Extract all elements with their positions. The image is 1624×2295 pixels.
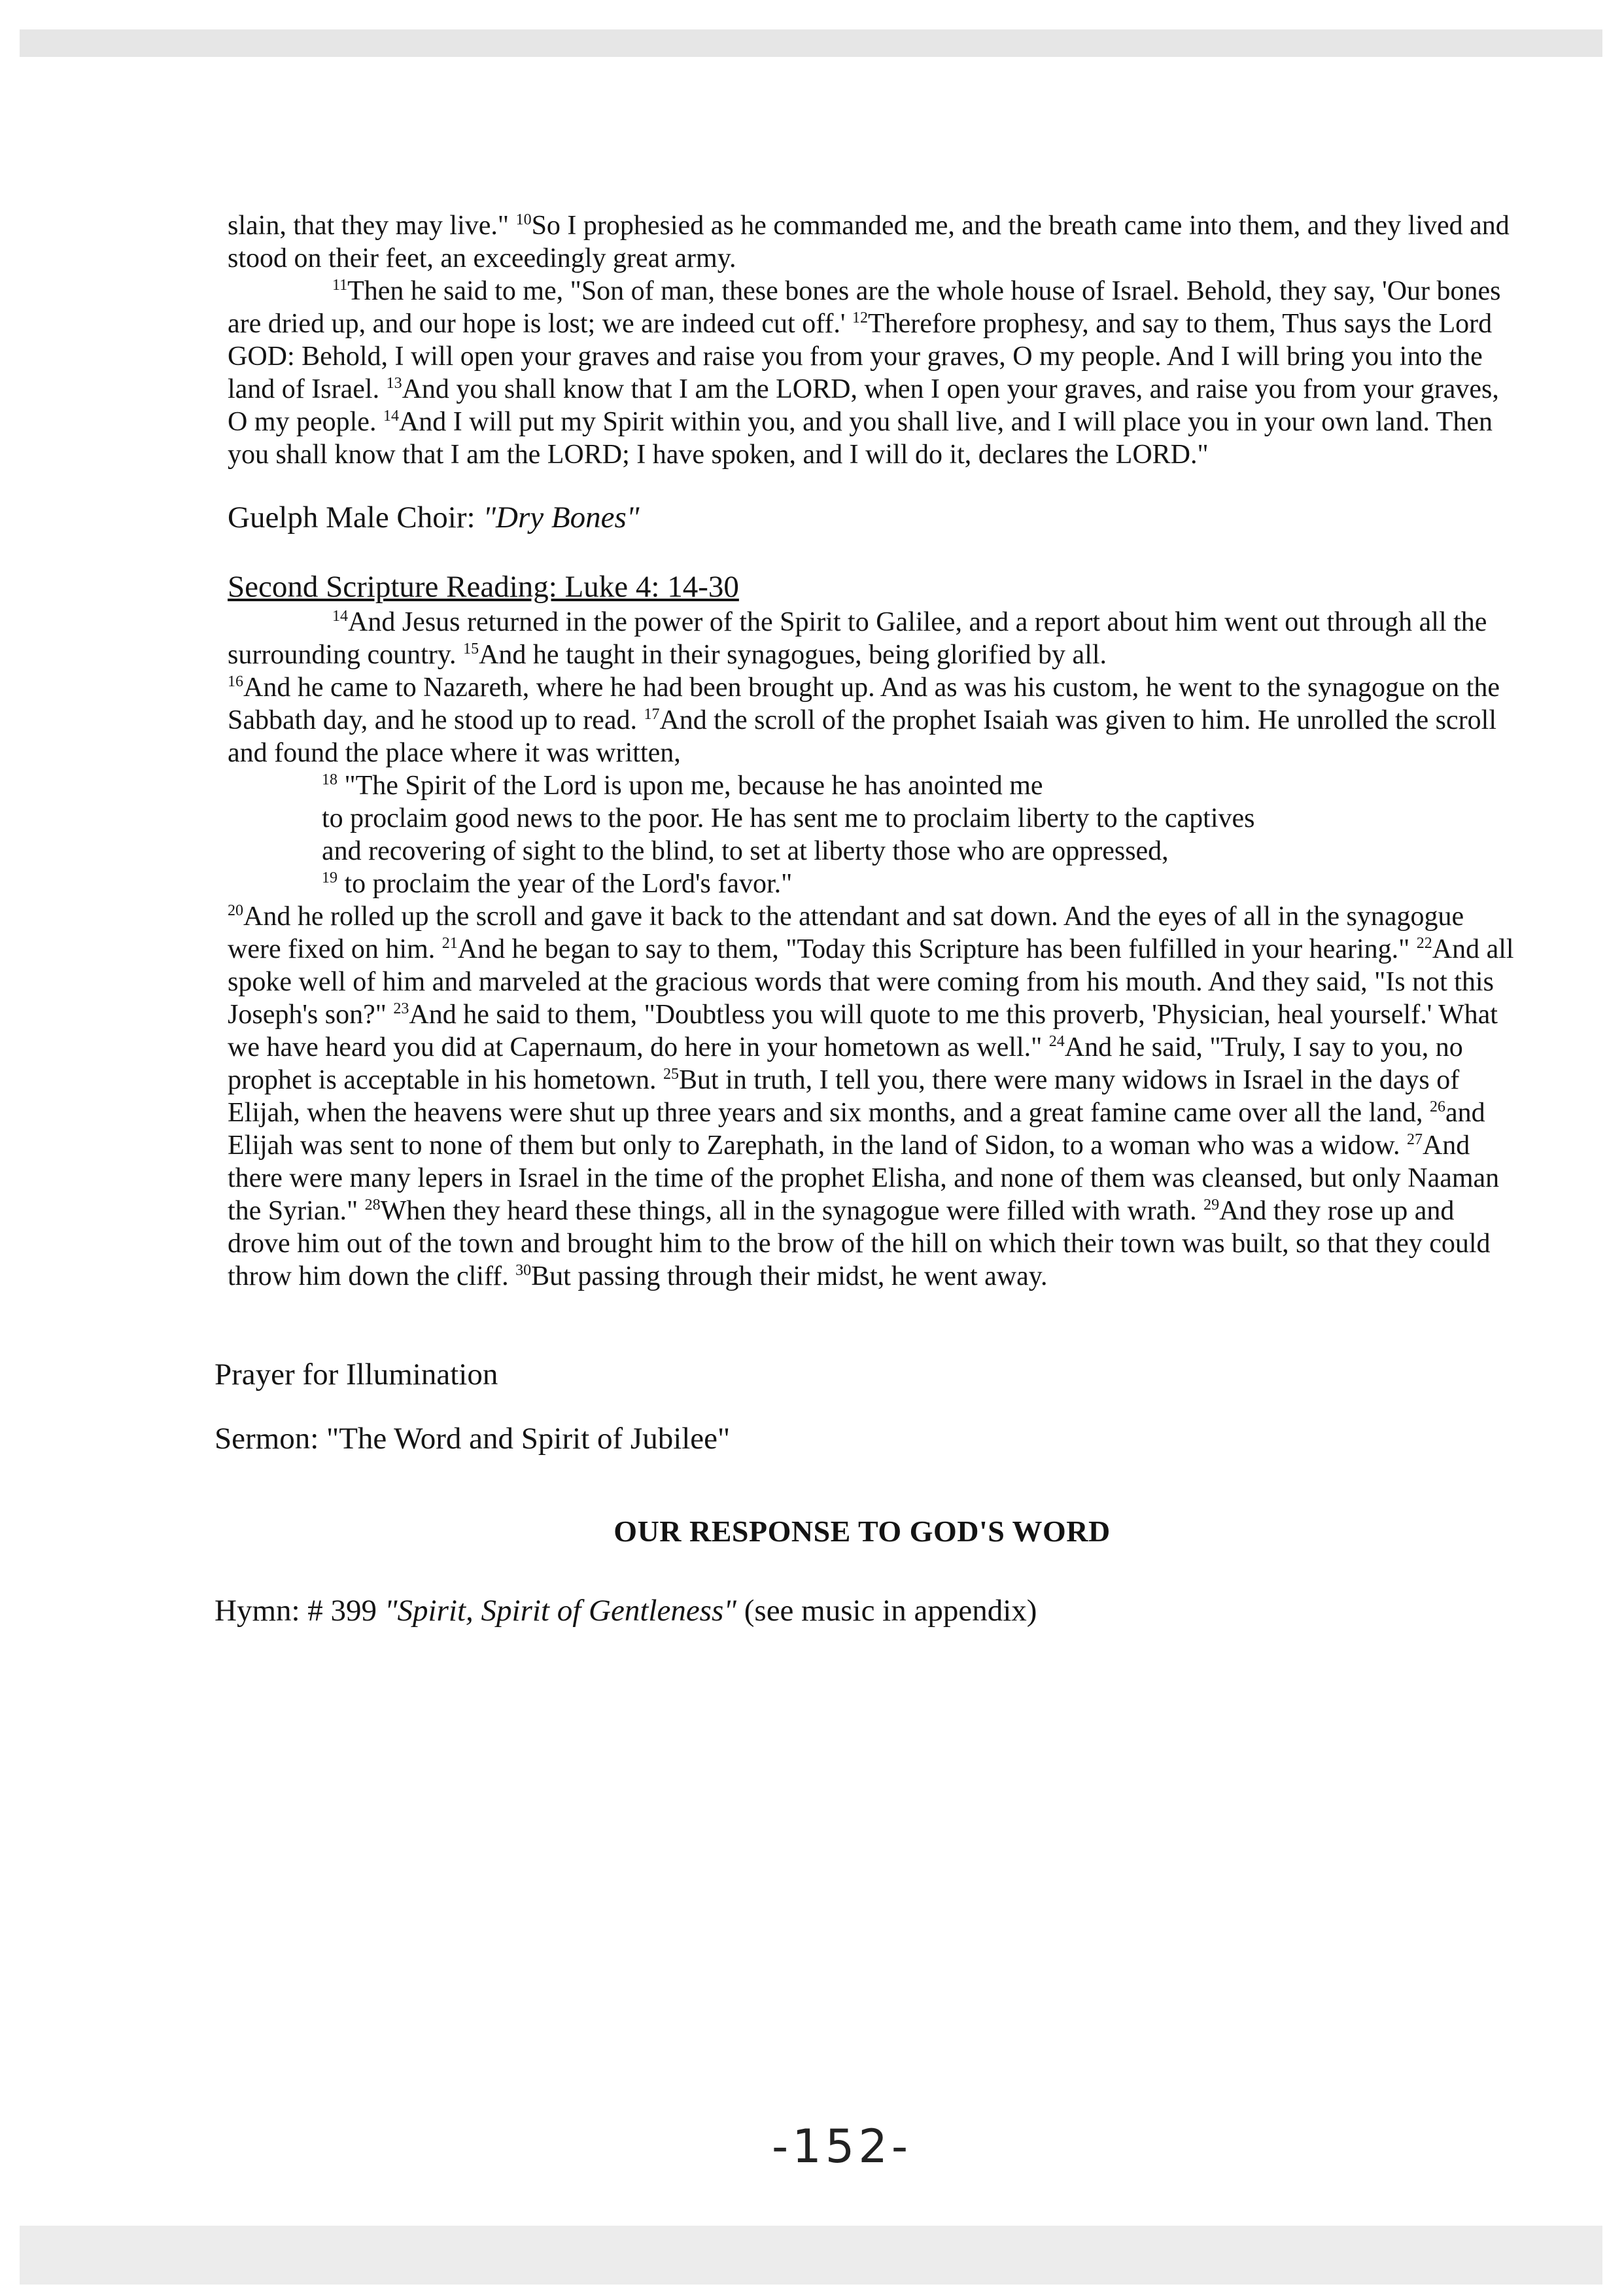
luke-paragraph-1 [228, 606, 1523, 671]
text-run: But passing through their midst, he went away. [531, 1261, 1048, 1291]
verse-number: 14 [383, 408, 399, 425]
text-run: And he said, "Truly, I say to you, no prophet is acceptable in his hometown. [228, 1032, 1463, 1095]
verse-number: 29 [1203, 1197, 1220, 1214]
verse-number: 14 [332, 608, 348, 625]
verse-number: 28 [364, 1197, 381, 1214]
text-run: And he came to Nazareth, where he had been brought up. And as was his custom, he went to the synagogue on the Sabbath day, and he stood up to read. [228, 673, 1500, 735]
choir-label: Guelph Male Choir: [228, 500, 483, 534]
text-run: And he rolled up the scroll and gave it back to the attendant and sat down. And the eyes of all in the synagogue were fixed on him. [228, 902, 1464, 964]
verse-number: 18 [322, 771, 337, 788]
text-run: But in truth, I tell you, there were many widows in Israel in the days of Elijah, when the heavens were shut up three years and six months, and a great famine came over all the land, [228, 1065, 1460, 1128]
text-run: And he taught in their synagogues, being glorified by all. [479, 640, 1107, 670]
hymn-number: Hymn: # 399 [215, 1594, 385, 1628]
isaiah-quote-line-2: to proclaim good news to the poor. He has sent me to proclaim liberty to the captives [322, 803, 1255, 833]
verse-number: 23 [393, 1000, 409, 1017]
text-run: slain, that they may live." [228, 211, 516, 241]
text-run: And all spoke well of him and marveled at the gracious words that were coming from his mouth. And they said, "Is not this Joseph's son?" [228, 934, 1514, 1030]
text-run: Therefore prophesy, and say to them, Thus says the Lord GOD: Behold, I will open your graves and raise you from your graves, O my people. And I will bring you into the land of Israel. [228, 309, 1493, 404]
verse-number: 21 [441, 935, 458, 952]
scan-top-band [20, 29, 1602, 57]
luke-paragraph-3 [228, 900, 1523, 1293]
section-heading: OUR RESPONSE TO GOD'S WORD [613, 1515, 1111, 1548]
verse-number: 12 [852, 309, 868, 326]
text-run: And the scroll of the prophet Isaiah was given to him. He unrolled the scroll and found the place where it was written, [228, 705, 1496, 768]
verse-number: 10 [515, 211, 532, 228]
text-run: "The Spirit of the Lord is upon me, because he has anointed me [337, 771, 1043, 801]
ezekiel-continuation-paragraph [228, 209, 1523, 275]
hymn-title: "Spirit, Spirit of Gentleness" [384, 1594, 736, 1628]
text-run: So I prophesied as he commanded me, and the breath came into them, and they lived and stood on their feet, an exceedingly great army. [228, 211, 1510, 273]
verse-number: 13 [386, 375, 402, 392]
verse-number: 22 [1416, 935, 1432, 952]
text-run: And they rose up and drove him out of the town and brought him to the brow of the hill on which their town was built, so that they could throw him down the cliff. [228, 1196, 1491, 1291]
verse-number: 20 [228, 902, 243, 919]
luke-paragraph-2 [228, 671, 1523, 769]
scan-bottom-band [20, 2226, 1602, 2285]
verse-number: 24 [1048, 1033, 1065, 1050]
verse-number: 11 [332, 277, 348, 294]
isaiah-quote-line-4 [322, 867, 1523, 900]
sermon-item: Sermon: "The Word and Spirit of Jubilee" [215, 1422, 731, 1456]
text-run: And he began to say to them, "Today this Scripture has been fulfilled in your hearing." [457, 934, 1417, 964]
text-run: and Elijah was sent to none of them but only to Zarephath, in the land of Sidon, to a woman who was a widow. [228, 1098, 1485, 1161]
text-run: And I will put my Spirit within you, and you shall live, and I will place you in your own land. Then you shall know that I am the LORD; I have spoken, and I will do it, declares the LORD." [228, 407, 1493, 470]
verse-number: 30 [515, 1262, 532, 1279]
ezekiel-paragraph-2 [228, 275, 1523, 471]
choir-item [228, 499, 1523, 536]
page-number: -152- [772, 2120, 912, 2173]
verse-number: 15 [463, 640, 479, 657]
choir-song-title: "Dry Bones" [483, 500, 640, 534]
prayer-for-illumination: Prayer for Illumination [215, 1358, 498, 1392]
verse-number: 16 [228, 673, 243, 690]
text-run: And there were many lepers in Israel in the time of the prophet Elisha, and none of them was cleansed, but only Naaman the Syrian." [228, 1130, 1500, 1226]
verse-number: 19 [322, 869, 337, 886]
isaiah-quote-line-1 [322, 769, 1523, 802]
text-run: to proclaim the year of the Lord's favor." [337, 869, 793, 899]
second-reading-heading: Second Scripture Reading: Luke 4: 14-30 [228, 570, 739, 604]
document-page [215, 209, 1523, 1630]
verse-number: 17 [644, 706, 660, 723]
text-run: And Jesus returned in the power of the Spirit to Galilee, and a report about him went out through all the surrounding country. [228, 607, 1487, 670]
text-run: And he said to them, "Doubtless you will quote to me this proverb, 'Physician, heal yourself.' What we have heard you did at Capernaum, do here in your hometown as well." [228, 1000, 1498, 1062]
hymn-note: (see music in appendix) [736, 1594, 1037, 1628]
hymn-item [215, 1592, 1523, 1630]
isaiah-quote-line-3: and recovering of sight to the blind, to set at liberty those who are oppressed, [322, 836, 1169, 866]
text-run: Then he said to me, "Son of man, these bones are the whole house of Israel. Behold, they say, 'Our bones are dried up, and our hope is lost; we are indeed cut off.' [228, 276, 1501, 339]
verse-number: 26 [1430, 1098, 1446, 1115]
text-run: And you shall know that I am the LORD, when I open your graves, and raise you from your graves, O my people. [228, 374, 1499, 437]
text-run: When they heard these things, all in the synagogue were filled with wrath. [380, 1196, 1204, 1226]
verse-number: 27 [1406, 1131, 1423, 1148]
verse-number: 25 [663, 1066, 679, 1083]
